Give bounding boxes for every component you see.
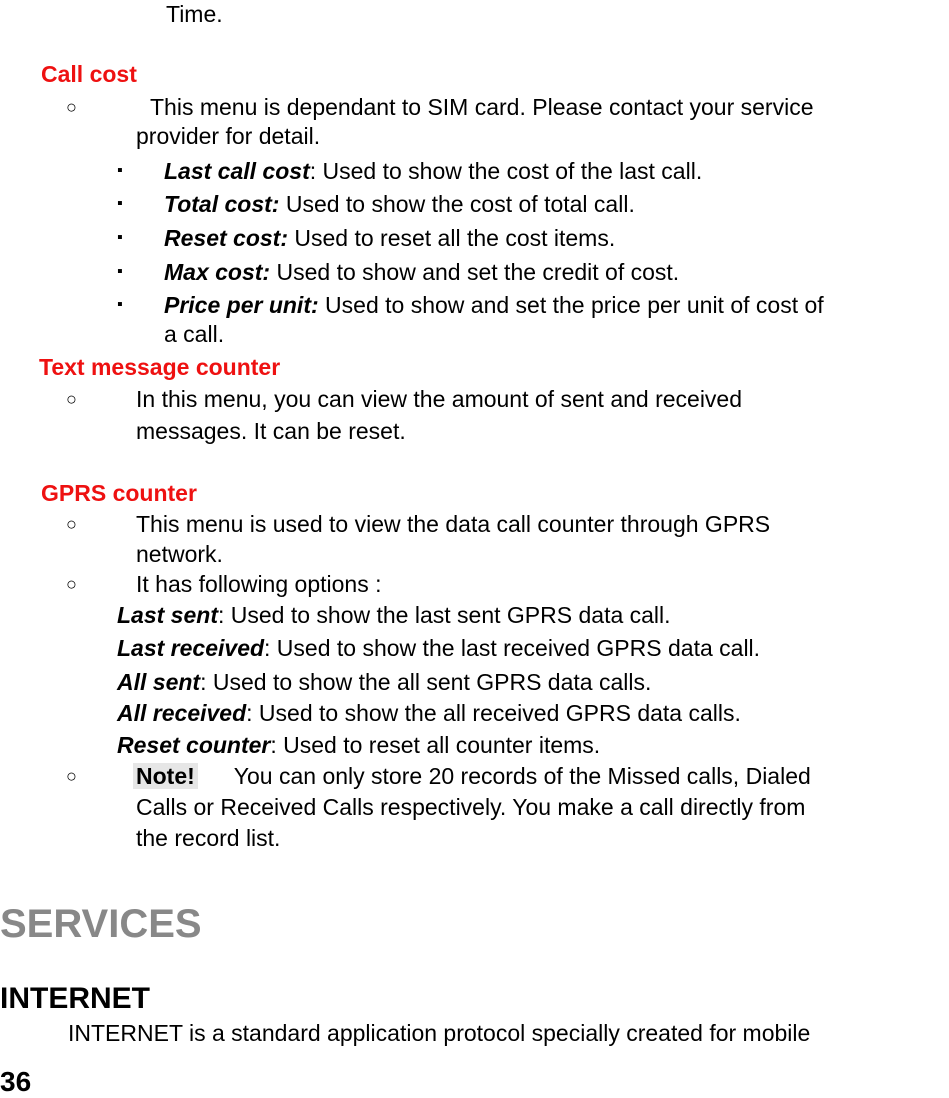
gprs-bullet1-line2: network. [136,541,223,567]
services-heading: SERVICES [0,902,202,946]
list-item [164,224,615,252]
continued-text: Time. [166,1,223,27]
term: Reset counter [117,732,271,758]
circle-bullet-icon: ○ [66,514,77,534]
gprs-counter-heading: GPRS counter [41,480,197,506]
option-item [117,731,600,759]
option-item [117,601,671,629]
description: : Used to show the last received GPRS data call. [264,635,761,661]
description: Used to show and set the credit of cost. [270,259,680,285]
text-message-line1: In this menu, you can view the amount of sent and received [136,386,743,412]
list-item [164,291,824,319]
description: : Used to show the all sent GPRS data calls. [200,669,652,695]
square-bullet-icon: ▪ [117,263,123,280]
text-message-counter-heading: Text message counter [39,354,281,380]
square-bullet-icon: ▪ [117,296,123,313]
square-bullet-icon: ▪ [117,195,123,212]
list-item-continuation: a call. [164,321,225,347]
note-text: You can only store 20 records of the Missed calls, Dialed [233,763,811,789]
circle-bullet-icon: ○ [66,766,77,786]
internet-text: INTERNET is a standard application protocol specially created for mobile [68,1020,811,1046]
gprs-bullet2: It has following options : [136,571,382,597]
note-line2: Calls or Received Calls respectively. You make a call directly from [136,794,806,820]
description: : Used to show the last sent GPRS data call. [217,602,671,628]
circle-bullet-icon: ○ [66,97,77,117]
gprs-bullet1-line1: This menu is used to view the data call counter through GPRS [136,511,771,537]
term: Price per unit: [164,292,319,318]
call-cost-intro-line1: This menu is dependant to SIM card. Please contact your service [150,94,814,120]
note-line1 [133,762,811,790]
description: Used to show and set the price per unit of cost of [318,292,824,318]
term: Last call cost [164,158,310,184]
description: : Used to show the all received GPRS data calls. [246,700,741,726]
term: Last received [117,635,265,661]
note-line3: the record list. [136,825,281,851]
list-item [164,258,679,286]
term: Reset cost: [164,225,288,251]
call-cost-intro-line2: provider for detail. [136,123,321,149]
circle-bullet-icon: ○ [66,574,77,594]
call-cost-heading: Call cost [41,61,137,87]
internet-heading: INTERNET [0,982,150,1015]
option-item [117,699,741,727]
page-number: 36 [0,1066,32,1097]
term: Total cost: [164,191,280,217]
description: Used to reset all the cost items. [287,225,616,251]
circle-bullet-icon: ○ [66,389,77,409]
description: Used to show the cost of total call. [279,191,635,217]
square-bullet-icon: ▪ [117,229,123,246]
description: : Used to reset all counter items. [270,732,601,758]
square-bullet-icon: ▪ [117,162,123,179]
term: Max cost: [164,259,271,285]
note-label: Note! [133,763,198,789]
term: Last sent [117,602,218,628]
term: All received [117,700,247,726]
term: All sent [117,669,201,695]
list-item [164,190,635,218]
option-item [117,668,651,696]
option-item [117,634,760,662]
list-item [164,157,702,185]
description: : Used to show the cost of the last call. [309,158,703,184]
text-message-line2: messages. It can be reset. [136,418,406,444]
